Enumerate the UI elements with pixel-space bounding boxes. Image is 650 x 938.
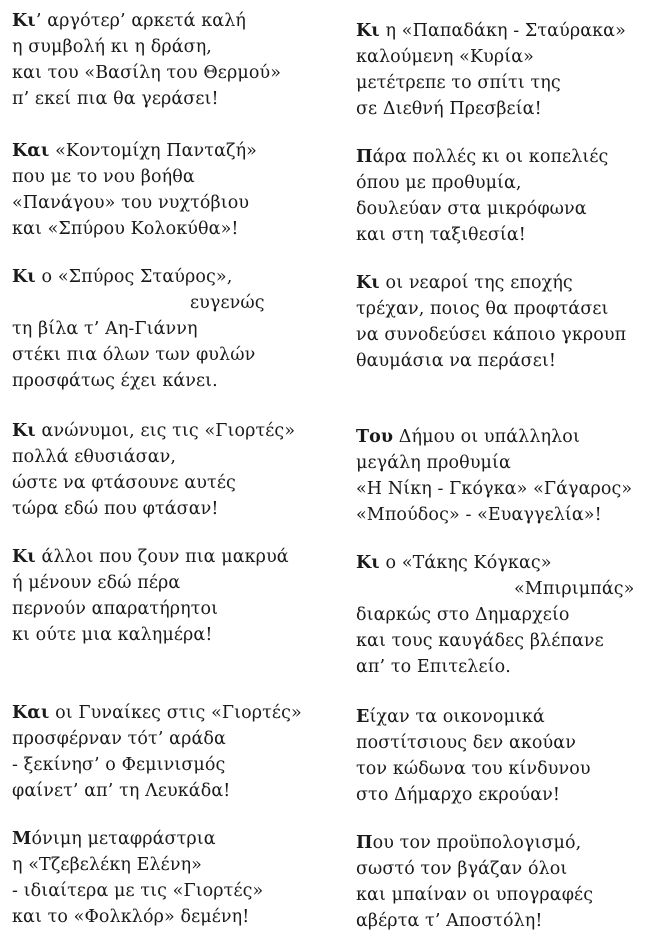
stanza-first-line bbox=[356, 144, 646, 170]
stanza-first-line-text: η «Παπαδάκη - Σταύρακα» bbox=[379, 21, 626, 41]
stanza-first-line-text: άρα πολλές κι οι κοπελιές bbox=[372, 147, 609, 167]
stanza-line: σωστό τον βγάζαν όλοι bbox=[356, 859, 568, 879]
stanza-first-line bbox=[356, 18, 646, 44]
stanza-first-line-text: ίχαν τα οικονομικά bbox=[369, 707, 545, 727]
stanza-first-line-text: ο «Σπύρος Σταύρος», bbox=[35, 267, 233, 287]
stanza-first-line-text: «Κοντομίχη Πανταζή» bbox=[49, 141, 257, 161]
stanza-line: «Πανάγου» του νυχτόβιου bbox=[12, 193, 250, 213]
stanza-line: καλούμενη «Κυρία» bbox=[356, 47, 534, 67]
stanza bbox=[356, 424, 646, 528]
stanza-line: μεγάλη προθυμία bbox=[356, 453, 511, 473]
stanza-line: να συνοδεύσει κάποιο γκρουπ bbox=[356, 325, 627, 345]
stanza-line: και στη ταξιθεσία! bbox=[356, 225, 526, 245]
stanza-first-line-text: όνιμη μεταφράστρια bbox=[31, 829, 216, 849]
stanza-first-line-text: ανώνυμοι, εις τις «Γιορτές» bbox=[35, 421, 296, 441]
stanza-first-line-text: ’ αργότερ’ αρκετά καλή bbox=[35, 11, 246, 31]
stanza bbox=[12, 700, 332, 804]
stanza-lead-word: Κι bbox=[356, 553, 380, 573]
stanza-line: ποστίτσιους δεν ακούαν bbox=[356, 733, 576, 753]
stanza-lead-word: Και bbox=[12, 141, 50, 161]
stanza-indented-word: «Μπιριμπάς» bbox=[514, 579, 635, 599]
stanza-lead-word: Π bbox=[356, 833, 373, 853]
stanza-line: τον κώδωνα του κίνδυνου bbox=[356, 759, 591, 779]
stanza-line: μετέτρεπε το σπίτι της bbox=[356, 73, 561, 93]
stanza-line: ή μένουν εδώ πέρα bbox=[12, 573, 181, 593]
stanza bbox=[356, 550, 646, 680]
stanza-line: όπου με προθυμία, bbox=[356, 173, 522, 193]
stanza bbox=[12, 8, 332, 112]
stanza-line: διαρκώς στο Δημαρχείο bbox=[356, 605, 570, 625]
stanza-lead-word: Κι bbox=[12, 11, 36, 31]
stanza-line: - ιδιαίτερα με τις «Γιορτές» bbox=[12, 881, 264, 901]
stanza-line: και μπαίναν οι υπογραφές bbox=[356, 885, 594, 905]
stanza-lead-word: Π bbox=[356, 147, 373, 167]
stanza-lead-word: Κι bbox=[356, 21, 380, 41]
stanza bbox=[12, 826, 332, 930]
stanza-line: - ξεκίνησ’ ο Φεμινισμός bbox=[12, 755, 226, 775]
stanza bbox=[356, 830, 646, 934]
stanza-line: αβέρτα τ’ Αποστόλη! bbox=[356, 911, 543, 931]
stanza-line: στέκι πια όλων των φυλών bbox=[12, 345, 256, 365]
stanza-lead-word: Κι bbox=[356, 273, 380, 293]
stanza bbox=[12, 418, 332, 522]
stanza-first-line bbox=[12, 700, 332, 726]
stanza-line: στο Δήμαρχο εκρούαν! bbox=[356, 785, 560, 805]
stanza bbox=[12, 138, 332, 242]
stanza-first-line bbox=[12, 8, 332, 34]
stanza-line: απ’ το Επιτελείο. bbox=[356, 657, 511, 677]
stanza-line: π’ εκεί πια θα γεράσει! bbox=[12, 89, 219, 109]
stanza-line: τρέχαν, ποιος θα προφτάσει bbox=[356, 299, 609, 319]
stanza-indented-word: ευγενώς bbox=[190, 293, 265, 313]
stanza-first-line bbox=[12, 544, 332, 570]
stanza-first-line bbox=[356, 704, 646, 730]
stanza-line: «Μπούδος» - «Ευαγγελία»! bbox=[356, 505, 602, 525]
stanza-first-line-text: Δήμου οι υπάλληλοι bbox=[393, 427, 580, 447]
stanza-line: φαίνετ’ απ’ τη Λευκάδα! bbox=[12, 781, 231, 801]
stanza-first-line-text: οι νεαροί της εποχής bbox=[379, 273, 573, 293]
stanza-line: και του «Βασίλη του Θερμού» bbox=[12, 63, 282, 83]
stanza-first-line-text: ο «Τάκης Κόγκας» bbox=[379, 553, 552, 573]
stanza-line: δουλεύαν στα μικρόφωνα bbox=[356, 199, 587, 219]
stanza bbox=[356, 704, 646, 808]
stanza-lead-word: Κι bbox=[12, 547, 36, 567]
stanza-lead-word: Ε bbox=[356, 707, 370, 727]
stanza bbox=[356, 144, 646, 248]
stanza-first-line-text: οι Γυναίκες στις «Γιορτές» bbox=[49, 703, 302, 723]
stanza-lead-word: Και bbox=[12, 703, 50, 723]
stanza-lead-word: Του bbox=[356, 427, 394, 447]
stanza-first-line bbox=[356, 830, 646, 856]
stanza-first-line bbox=[356, 270, 646, 296]
stanza-line: σε Διεθνή Πρεσβεία! bbox=[356, 99, 542, 119]
stanza-lead-word: Κι bbox=[12, 421, 36, 441]
stanza-line: προσφάτως έχει κάνει. bbox=[12, 371, 218, 391]
stanza-line: που με το νου βοήθα bbox=[12, 167, 195, 187]
stanza-line: και το «Φολκλόρ» δεμένη! bbox=[12, 907, 250, 927]
stanza-first-line bbox=[12, 264, 332, 290]
stanza-lead-word: Κι bbox=[12, 267, 36, 287]
stanza bbox=[356, 270, 646, 374]
stanza bbox=[356, 18, 646, 122]
stanza-first-line bbox=[12, 826, 332, 852]
stanza-line: η συμβολή κι η δράση, bbox=[12, 37, 212, 57]
stanza-line: θαυμάσια να περάσει! bbox=[356, 351, 556, 371]
stanza-line: πολλά εθυσιάσαν, bbox=[12, 447, 177, 467]
stanza-first-line bbox=[356, 424, 646, 450]
stanza-line: προσφέρναν τότ’ αράδα bbox=[12, 729, 226, 749]
stanza-line: και τους καυγάδες βλέπανε bbox=[356, 631, 604, 651]
stanza-line: κι ούτε μια καλημέρα! bbox=[12, 625, 213, 645]
stanza-first-line bbox=[12, 418, 332, 444]
stanza-line: τη βίλα τ’ Αη-Γιάννη bbox=[12, 319, 198, 339]
stanza-line: περνούν απαρατήρητοι bbox=[12, 599, 219, 619]
stanza-first-line-text: άλλοι που ζουν πια μακρυά bbox=[35, 547, 289, 567]
stanza-line: τώρα εδώ που φτάσαν! bbox=[12, 499, 219, 519]
stanza-line: ώστε να φτάσουνε αυτές bbox=[12, 473, 236, 493]
stanza-first-line bbox=[12, 138, 332, 164]
stanza-line: η «Τζεβελέκη Ελένη» bbox=[12, 855, 202, 875]
stanza-line: «Η Νίκη - Γκόγκα» «Γάγαρος» bbox=[356, 479, 633, 499]
stanza bbox=[12, 264, 332, 394]
stanza-line: και «Σπύρου Κολοκύθα»! bbox=[12, 219, 239, 239]
stanza-first-line bbox=[356, 550, 646, 576]
stanza bbox=[12, 544, 332, 648]
stanza-first-line-text: ου τον προϋπολογισμό, bbox=[372, 833, 582, 853]
stanza-lead-word: Μ bbox=[12, 829, 32, 849]
